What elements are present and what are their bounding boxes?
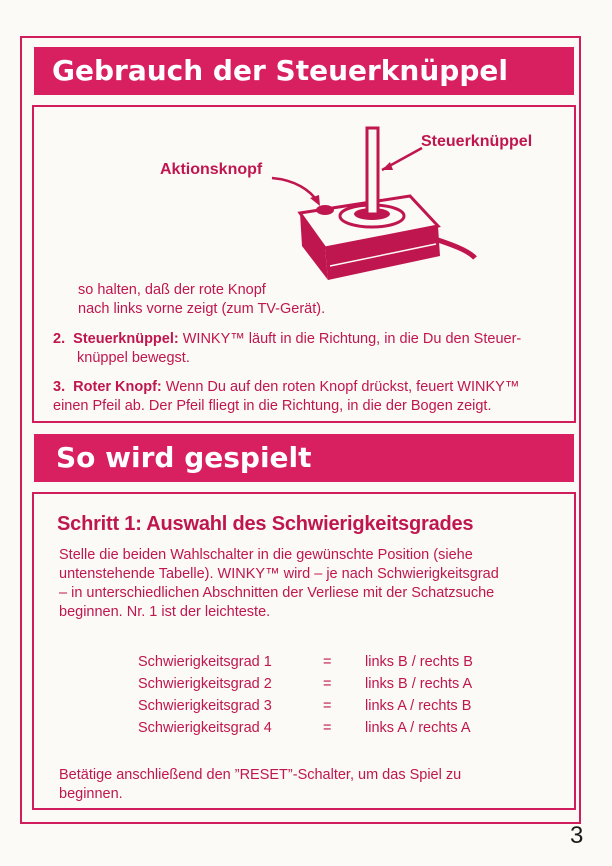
- step-1-outro: Betätige anschließend den ”RESET”-Schalter, um das Spiel zu beginnen.: [59, 767, 462, 802]
- table-row: Schwierigkeitsgrad 4 = links A / rechts A: [138, 720, 471, 736]
- section-title-joystick: Gebrauch der Steuerknüppel: [34, 47, 574, 95]
- label-steuerknueppel: Steuerknüppel: [421, 133, 533, 150]
- label-aktionsknopf: Aktionsknopf: [160, 161, 263, 178]
- step-1-title: Schritt 1: Auswahl des Schwierigkeitsgrades: [57, 513, 474, 535]
- section-title-gameplay: So wird gespielt: [34, 434, 574, 482]
- instruction-item-2: 2. Steuerknüppel: WINKY™ läuft in die Richtung, in die Du den Steuer- knüppel bewegst.: [53, 331, 522, 366]
- page-number: 3: [570, 822, 584, 849]
- difficulty-table: [138, 651, 473, 739]
- instruction-item-3: 3. Roter Knopf: Wenn Du auf den roten Knopf drückst, feuert WINKY™ einen Pfeil ab. Der Pfeil fliegt in die Richtung, in die der Bogen zeigt.: [53, 379, 520, 414]
- keyword-steuerknueppel: Steuerknüppel:: [73, 331, 179, 347]
- table-row: Schwierigkeitsgrad 2 = links B / rechts A: [138, 676, 473, 692]
- hold-instruction: so halten, daß der rote Knopf nach links vorne zeigt (zum TV-Gerät).: [78, 282, 326, 317]
- table-row: Schwierigkeitsgrad 1 = links B / rechts B: [138, 654, 473, 670]
- table-row: Schwierigkeitsgrad 3 = links A / rechts B: [138, 698, 472, 714]
- keyword-roter-knopf: Roter Knopf:: [73, 379, 162, 395]
- step-1-intro: Stelle die beiden Wahlschalter in die gewünschte Position (siehe untenstehende Tabelle). WINKY™ wird – je nach Schwierigkeitsgrad – in unterschiedlichen Abschnitten der Verliese mit der Schatzsuche beginnen. Nr. 1 ist der leichteste.: [59, 547, 499, 620]
